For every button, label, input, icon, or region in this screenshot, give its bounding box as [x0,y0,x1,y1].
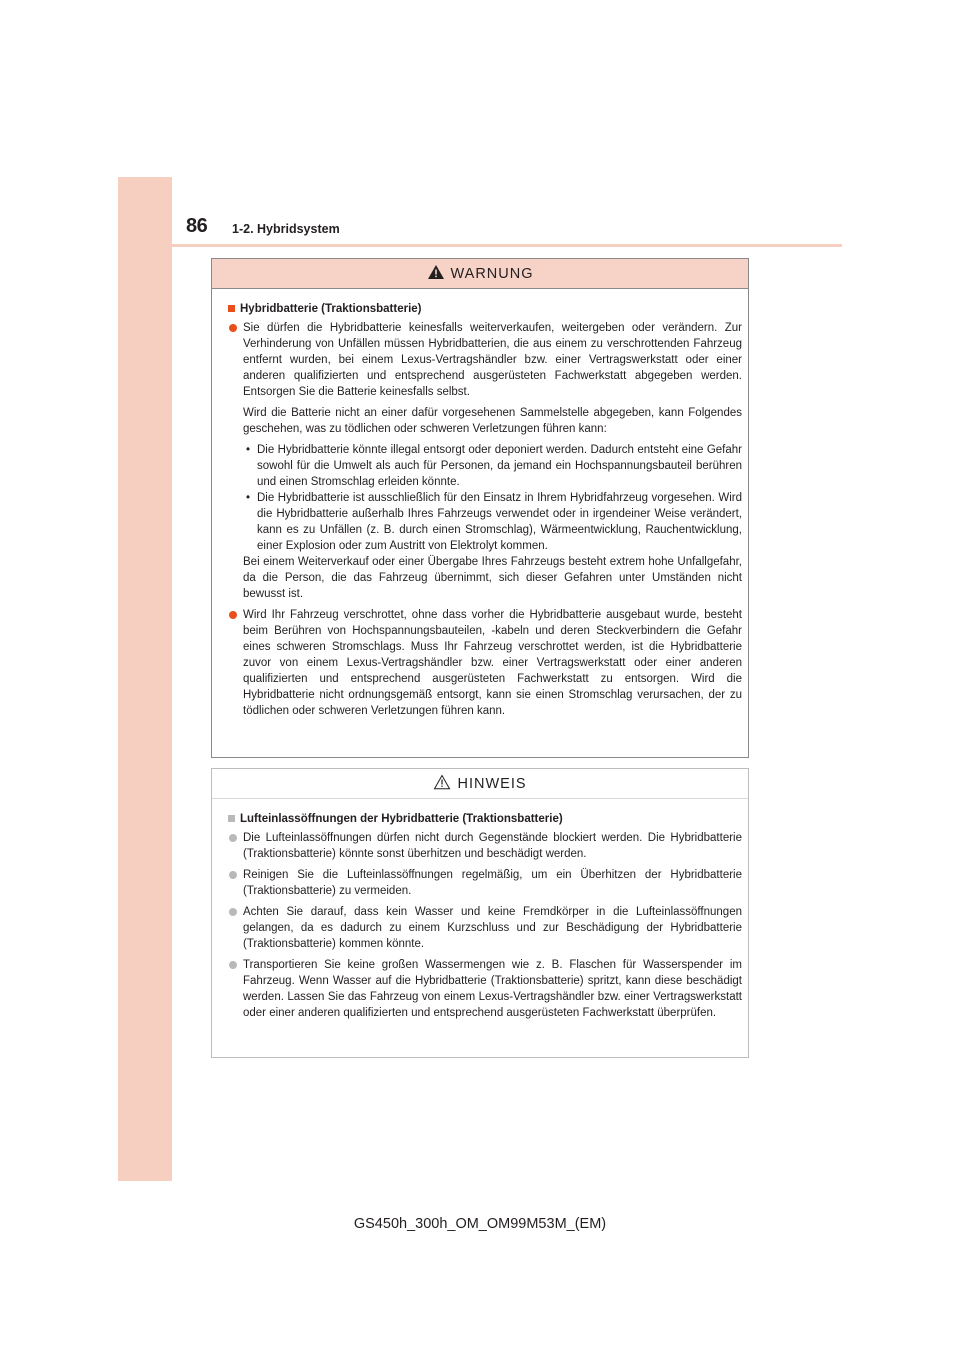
section-title: 1-2. Hybridsystem [232,222,340,236]
warning-triangle-filled-icon [427,264,445,284]
bullet-mark: • [246,444,251,456]
circle-bullet-icon [229,324,237,332]
warning-title: WARNUNG [450,265,534,282]
hint-box [211,768,749,1058]
warning-item [228,320,742,400]
hint-body [212,799,748,1021]
warning-bullet-text: Die Hybridbatterie ist ausschließlich für den Einsatz in Ihrem Hybridfahrzeug vorgesehen. Wird die Hybridbatterie außerhalb Ihres Fahrzeugs verwendet oder in irgendeiner Weise verändert, kann es zu Unfällen (z. B. durch einen Stromschlag), Wärmeentwicklung, Rauchentwicklung, einer Explosion oder zum Austritt von Elektrolyt kommen. [257,492,742,552]
circle-bullet-icon [229,611,237,619]
warning-paragraph: Wird die Batterie nicht an einer dafür vorgesehenen Sammelstelle abgegeben, kann Folgendes geschehen, was zu tödlichen oder schweren Verletzungen führen kann: [243,407,742,435]
warning-bullet [228,490,742,554]
square-bullet-icon [228,305,235,312]
circle-bullet-icon [229,871,237,879]
warning-header [212,259,748,289]
circle-bullet-icon [229,908,237,916]
circle-bullet-icon [229,961,237,969]
page-number: 86 [186,215,208,237]
circle-bullet-icon [229,834,237,842]
hint-subheading-text: Lufteinlassöffnungen der Hybridbatterie (Traktionsbatterie) [240,813,563,825]
hint-item [228,867,742,899]
hint-item-text: Reinigen Sie die Lufteinlassöffnungen regelmäßig, um ein Überhitzen der Hybridbatterie (Traktionsbatterie) zu vermeiden. [243,869,742,897]
hint-item-text: Transportieren Sie keine großen Wassermengen wie z. B. Flaschen für Wasserspender im Fahrzeug. Wenn Wasser auf die Hybridbatterie (Traktionsbatterie) spritzt, kann diese beschädigt werden. Lassen Sie das Fahrzeug von einem Lexus-Vertragshändler bzw. einer Vertragswerkstatt oder einer anderen qualifizierten und entsprechend ausgerüsteten Fachwerkstatt überprüfen. [243,959,742,1019]
warning-subheading [228,301,742,317]
hint-item [228,830,742,862]
warning-body [212,289,748,719]
hint-header [212,769,748,799]
bullet-mark: • [246,492,251,504]
warning-item-text: Sie dürfen die Hybridbatterie keinesfalls weiterverkaufen, weitergeben oder verändern. Zur Verhinderung von Unfällen müssen Hybridbatterien, die aus einem zu verschrottenden Fahrzeug entfernt wurden, bei einem Lexus-Vertragshändler bzw. einer Vertragswerkstatt oder einer anderen qualifizierten und entsprechend ausgerüsteten Fachwerkstatt abgegeben werden. Entsorgen Sie die Batterie keinesfalls selbst. [243,322,742,398]
warning-box [211,258,749,758]
header-rule [172,244,842,247]
hint-subheading [228,811,742,827]
warning-bullet-text: Die Hybridbatterie könnte illegal entsorgt oder deponiert werden. Dadurch entsteht eine Gefahr sowohl für die Umwelt als auch für Personen, da jemand ein Hochspannungsbauteil berühren und einen Stromschlag erleiden könnte. [257,444,742,488]
hint-item [228,957,742,1021]
hint-item [228,904,742,952]
side-color-band [118,177,172,1181]
warning-subheading-text: Hybridbatterie (Traktionsbatterie) [240,303,422,315]
warning-triangle-outline-icon [433,774,451,794]
warning-paragraph: Bei einem Weiterverkauf oder einer Übergabe Ihres Fahrzeugs besteht extrem hohe Unfallgefahr, da die Person, die das Fahrzeug übernimmt, sich dieser Gefahren unter Umständen nicht bewusst ist. [243,556,742,600]
square-bullet-icon [228,815,235,822]
hint-title: HINWEIS [457,775,527,792]
document-code: GS450h_300h_OM_OM99M53M_(EM) [353,1216,607,1232]
warning-item [228,607,742,719]
hint-item-text: Die Lufteinlassöffnungen dürfen nicht durch Gegenstände blockiert werden. Die Hybridbatterie (Traktionsbatterie) könnte sonst überhitzen und beschädigt werden. [243,832,742,860]
warning-item-text: Wird Ihr Fahrzeug verschrottet, ohne dass vorher die Hybridbatterie ausgebaut wurde, besteht beim Berühren von Hochspannungsbauteilen, -kabeln und deren Steckverbindern die Gefahr eines schweren Stromschlags. Muss Ihr Fahrzeug verschrottet werden, ist die Hybridbatterie zuvor von einem Lexus-Vertragshändler bzw. einer Vertragswerkstatt oder einer anderen qualifizierten und entsprechend ausgerüsteten Fachwerkstatt zu entsorgen. Wird die Hybridbatterie nicht ordnungsgemäß entsorgt, kann sie einen Stromschlag verursachen, der zu tödlichen oder schweren Verletzungen führen kann. [243,609,742,717]
warning-bullet [228,442,742,490]
hint-item-text: Achten Sie darauf, dass kein Wasser und keine Fremdkörper in die Lufteinlassöffnungen gelangen, da es dadurch zu einem Kurzschluss und zur Beschädigung der Hybridbatterie (Traktionsbatterie) kommen könnte. [243,906,742,950]
